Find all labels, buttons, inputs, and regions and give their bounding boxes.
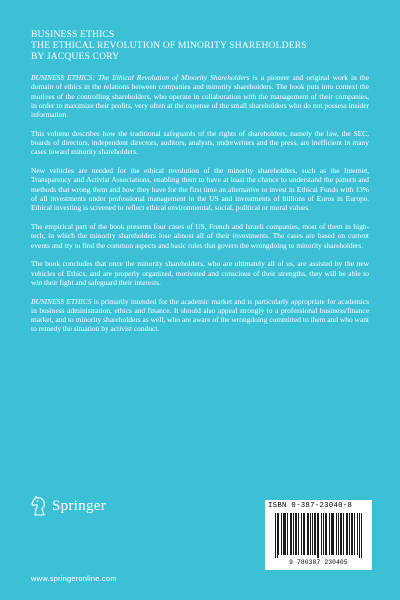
- barcode-bar: [303, 513, 304, 555]
- barcode-bar: [310, 513, 311, 555]
- barcode-bar: [293, 513, 294, 555]
- barcode-bar: [291, 513, 292, 555]
- barcode-bar: [347, 513, 348, 555]
- barcode-bar: [287, 513, 288, 555]
- isbn-barcode-block: [265, 500, 372, 570]
- barcode-bar: [351, 513, 352, 555]
- barcode-bar: [338, 513, 339, 555]
- barcode-bar: [277, 513, 278, 558]
- barcode-bar: [281, 513, 282, 555]
- paragraph-new-vehicles: New vehicles are needed for the ethical revolution of the minority shareholders, such as the Internet, Transparency and Activist Associations, enabling them to have at least the chance to understand the pattern and methods that wrong them and how they have for the first time an alternative to invest in Ethical Funds with 13% of all investments under professional management in the US and investments of billions of Euros in Europe. Ethical investing is screened to reflect ethical environmental, social, political or moral values.: [31, 166, 369, 213]
- chess-knight-icon: [31, 496, 48, 516]
- barcode-bar: [307, 513, 308, 555]
- paragraph-intro: BUSINESS ETHICS: The Ethical Revolution of Minority Shareholders is a pioneer and original work in the domain of ethics in the relations between companies and minority shareholders. The book puts into context the motives of the controlling shareholders, who operate in collaboration with the management of their companies, in order to maximize their profits, very often at the expense of the small shareholders who do not possess insider information.: [31, 73, 369, 120]
- barcode-bar: [314, 513, 315, 555]
- barcode-bar: [357, 513, 358, 555]
- barcode-bar: [323, 513, 324, 555]
- barcode-bar: [317, 513, 318, 558]
- barcode-digits: 9 780387 230405: [289, 559, 348, 566]
- barcode-bar: [283, 513, 284, 555]
- series-title: BUSINESS ETHICS: [31, 29, 115, 40]
- barcode-bar: [290, 513, 291, 555]
- publisher-logo: [31, 496, 106, 516]
- paragraph-empirical: The empirical part of the book presents four cases of US, French and Israeli companies, most of them in high-tech, in which the minority shareholders lose almost all of their investments. The cases are based on current events and try to find the common aspects and basic rules that govern the wrongdoing to minority shareholders.: [31, 222, 369, 250]
- paragraph-conclusion: The book concludes that once the minority shareholders, who are ultimately all of us, are assisted by the new vehicles of Ethics, and are properly organized, motivated and conscious of their strengths, they will be able to win their fight and safeguard their interests.: [31, 259, 369, 287]
- barcode-bar: [346, 513, 347, 555]
- isbn-label: ISBN 0-387-23040-8: [268, 502, 353, 510]
- author-line: BY JACQUES CORY: [31, 51, 120, 62]
- barcode-bar: [326, 513, 327, 555]
- italic-title: BUSINESS ETHICS: [31, 296, 92, 306]
- barcode-bar: [352, 513, 353, 555]
- barcode-bar: [278, 513, 279, 555]
- barcode-bar: [301, 513, 302, 555]
- barcode-bar: [329, 513, 330, 555]
- barcode-bar: [318, 513, 319, 558]
- barcode-bar: [361, 513, 362, 558]
- barcode-bar: [325, 513, 326, 555]
- barcode-bar: [275, 513, 276, 558]
- barcode-bar: [312, 513, 313, 555]
- barcode-bar: [349, 513, 350, 555]
- barcode-bar: [340, 513, 341, 555]
- barcode-bar: [333, 513, 334, 555]
- book-header: [31, 29, 371, 62]
- barcode-bar: [315, 513, 316, 555]
- barcode-bar: [354, 513, 355, 555]
- barcode-bar: [308, 513, 309, 555]
- barcode-bar: [284, 513, 285, 555]
- barcode-bar: [332, 513, 333, 555]
- barcode-bar: [295, 513, 296, 555]
- barcode-bar: [341, 513, 342, 555]
- barcode-image: [275, 513, 362, 558]
- publisher-website: www.springeronline.com: [31, 574, 117, 583]
- barcode-bar: [304, 513, 305, 555]
- paragraph-audience: BUSINESS ETHICS is primarily intended for the academic market and is particularly appropriate for academics in business administration, ethics and finance. It should also appeal strongly to a professional business/finance market, and to minority shareholders as well, who are aware of the wrongdoing committed to them and who want to remedy the situation by activist conduct.: [31, 296, 369, 334]
- barcode-bar: [296, 513, 297, 555]
- description-text: [31, 73, 369, 334]
- publisher-name: Springer: [52, 497, 107, 514]
- barcode-bar: [285, 513, 286, 555]
- book-title: THE ETHICAL REVOLUTION OF MINORITY SHAREHOLDERS: [31, 40, 307, 51]
- barcode-bar: [321, 513, 322, 555]
- barcode-bar: [336, 513, 337, 555]
- barcode-bar: [343, 513, 344, 555]
- italic-title: BUSINESS ETHICS: The Ethical Revolution of Minority Shareholders: [31, 73, 250, 82]
- barcode-bar: [298, 513, 299, 555]
- barcode-bar: [359, 513, 360, 558]
- barcode-bar: [331, 513, 332, 555]
- paragraph-safeguards: This volume describes how the traditional safeguards of the rights of shareholders, namely the law, the SEC, boards of directors, independent directors, auditors, analysts, underwriters and the press, are inefficient in many cases toward minority shareholders.: [31, 128, 369, 157]
